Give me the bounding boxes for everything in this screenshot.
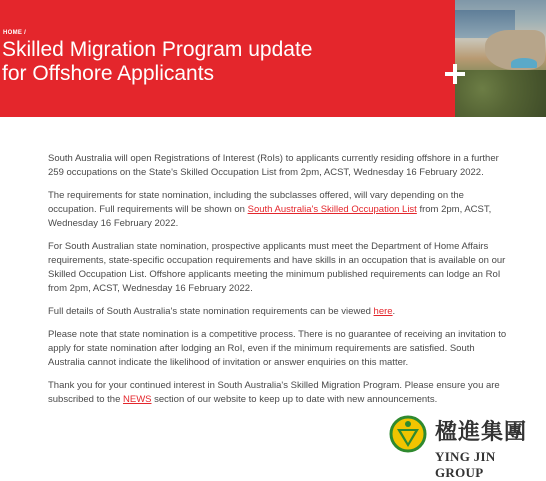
watermark-logo <box>385 413 546 480</box>
yingjin-logo-icon <box>389 415 427 453</box>
hero-photo <box>455 0 546 117</box>
breadcrumb[interactable]: HOME / <box>3 30 27 36</box>
news-link[interactable]: NEWS <box>123 394 152 405</box>
page-title-line2: for Offshore Applicants <box>2 62 215 85</box>
watermark-name-cn: 楹進集團 <box>435 419 528 445</box>
hero-photo-umbrella <box>511 58 537 68</box>
paragraph-6-text-a: Thank you for your continued interest in South Australia's Skilled Migration Program. Please ensure you are subscribed to the <box>48 380 500 405</box>
article-body <box>48 152 510 416</box>
watermark-name-en: YING JIN GROUP <box>435 449 496 480</box>
page-title <box>2 38 422 86</box>
paragraph-1: South Australia will open Registrations of Interest (RoIs) to applicants currently residing offshore in a further 259 occupations on the State's Skilled Occupation List from 2pm, ACST, Wednesday 16 February 2022. <box>48 153 499 178</box>
plus-icon <box>445 64 465 84</box>
hero-banner <box>0 0 546 117</box>
skilled-occupation-list-link[interactable]: South Australia's Skilled Occupation List <box>247 204 417 215</box>
paragraph-4-text-a: Full details of South Australia's state nomination requirements can be viewed <box>48 306 374 317</box>
paragraph-2-text-b: from 2pm, ACST, Wednesday 16 February 2022. <box>48 204 492 229</box>
paragraph-2-text-a: The requirements for state nomination, including the subclasses offered, will vary depending on the occupation. Full requirements will be shown on <box>48 190 464 215</box>
paragraph-4 <box>48 305 510 319</box>
paragraph-6-text-b: section of our website to keep up to date with new announcements. <box>151 394 438 405</box>
page-title-line1: Skilled Migration Program update <box>2 38 313 61</box>
nomination-requirements-link[interactable]: here <box>373 306 393 317</box>
paragraph-2 <box>48 189 510 231</box>
paragraph-6 <box>48 379 510 407</box>
paragraph-3: For South Australian state nomination, prospective applicants must meet the Department of Home Affairs requirements, state-specific occupation requirements and have skills in an occupation that is available on our Skilled Occupation List. Offshore applicants meeting the minimum published requirements can lodge an RoI from 2pm, ACST, Wednesday 16 February 2022. <box>48 241 506 294</box>
paragraph-5: Please note that state nomination is a competitive process. There is no guarantee of receiving an invitation to apply for state nomination after lodging an RoI, even if the minimum requirements are satisfied. South Australia cannot indicate the likelihood of invitation or answer enquiries on this matter. <box>48 329 507 368</box>
paragraph-4-text-b: . <box>392 306 396 317</box>
hero-photo-vegetation <box>455 70 546 117</box>
